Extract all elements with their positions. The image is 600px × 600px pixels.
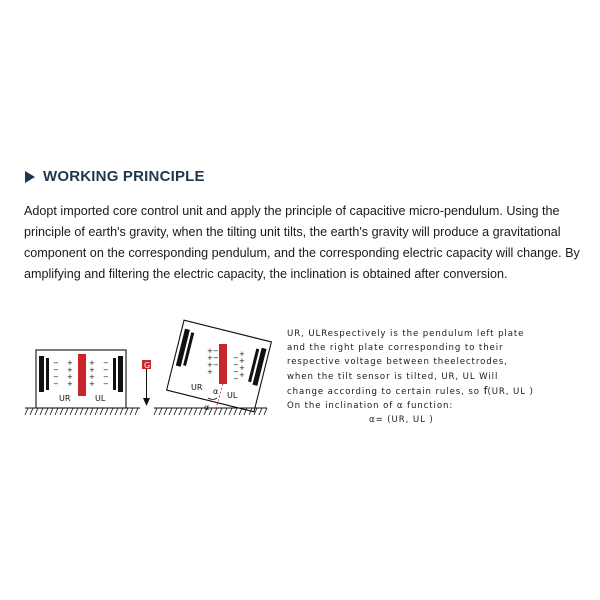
label-ul-left: UL — [95, 394, 106, 403]
principle-diagram — [22, 318, 282, 428]
pendulum — [78, 354, 86, 396]
svg-text:+: + — [239, 350, 245, 358]
svg-text:−: − — [103, 380, 109, 388]
sensor-box-upright — [36, 350, 126, 408]
svg-text:+: + — [239, 357, 245, 365]
svg-text:+: + — [89, 359, 95, 367]
gravity-indicator — [142, 360, 151, 406]
ground-right — [154, 408, 267, 415]
svg-text:+: + — [89, 373, 95, 381]
desc-line-1: UR, ULRespectively is the pendulum left plate — [287, 329, 525, 339]
desc-line-2: and the right plate corresponding to their — [287, 343, 504, 354]
desc-line-3: respective voltage between theelectrodes, — [287, 357, 508, 368]
desc-line-4: when the tilt sensor is tilted, UR, UL Will — [287, 371, 499, 382]
svg-text:+: + — [239, 371, 245, 379]
svg-text:−: − — [233, 368, 239, 376]
right-plate — [118, 356, 123, 392]
svg-text:−: − — [53, 380, 59, 388]
down-arrow-icon — [143, 398, 150, 406]
svg-text:−: − — [103, 359, 109, 367]
svg-text:−: − — [213, 354, 219, 362]
svg-text:+: + — [207, 368, 213, 376]
svg-text:−: − — [53, 359, 59, 367]
svg-text:+: + — [207, 361, 213, 369]
left-plate — [39, 356, 44, 392]
desc-line-5 — [287, 384, 587, 399]
svg-text:−: − — [233, 361, 239, 369]
svg-text:−: − — [53, 373, 59, 381]
svg-text:+: + — [207, 347, 213, 355]
tilted-pendulum — [219, 344, 227, 384]
desc-line-5-text: change according to certain rules, so — [287, 386, 484, 397]
triangle-bullet-icon — [25, 171, 35, 183]
angle-label-inner: α — [213, 387, 219, 396]
svg-text:+: + — [89, 380, 95, 388]
svg-text:+: + — [239, 364, 245, 372]
function-args: (UR, UL ) — [487, 386, 534, 397]
svg-text:−: − — [103, 366, 109, 374]
label-ul-right: UL — [227, 391, 238, 400]
svg-text:+: + — [89, 366, 95, 374]
svg-text:+: + — [67, 366, 73, 374]
angle-label-outer: α — [204, 403, 210, 412]
svg-text:−: − — [103, 373, 109, 381]
svg-text:−: − — [233, 375, 239, 383]
svg-text:+: + — [67, 373, 73, 381]
svg-text:−: − — [233, 354, 239, 362]
formula: α= (UR, UL ) — [369, 415, 434, 426]
section-heading — [25, 168, 205, 185]
section-title: WORKING PRINCIPLE — [43, 168, 205, 185]
label-ur-left: UR — [59, 394, 71, 403]
svg-text:+: + — [67, 359, 73, 367]
svg-text:+: + — [207, 354, 213, 362]
function-symbol: f — [483, 383, 488, 397]
label-ur-right: UR — [191, 383, 203, 392]
intro-paragraph: Adopt imported core control unit and apply the principle of capacitive micro-pendulum. Using the principle of earth's gravity, when the tilting unit tilts, the earth's gravity will produce a gravitational component on the corresponding pendulum, and the corresponding electric capacity will change. By amplifying and filtering the electric capacity, the inclination is obtained after conversion. — [24, 204, 580, 281]
svg-text:−: − — [213, 347, 219, 355]
svg-text:−: − — [213, 361, 219, 369]
principle-description — [287, 327, 587, 427]
ground-left — [25, 408, 140, 415]
svg-text:+: + — [67, 380, 73, 388]
svg-text:−: − — [53, 366, 59, 374]
gravity-label: G — [144, 361, 151, 370]
desc-line-6: On the inclination of α function: — [287, 401, 454, 412]
